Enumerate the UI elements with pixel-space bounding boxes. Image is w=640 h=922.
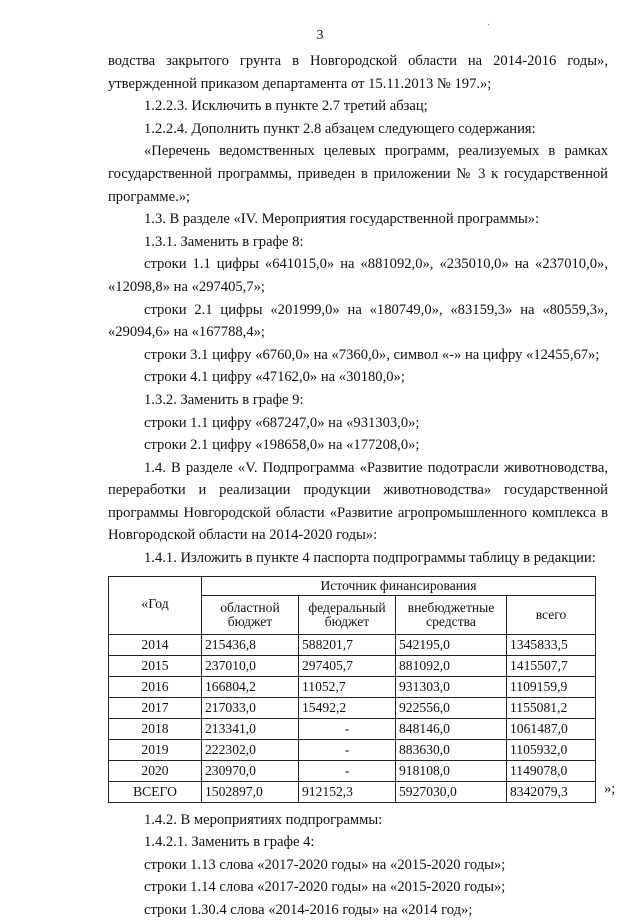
paragraph: 1.4.2.1. Заменить в графе 4: bbox=[144, 834, 315, 851]
document-body bbox=[108, 50, 616, 922]
paragraph: строки 2.1 цифры «201999,0» на «180749,0», «83159,3» на «80559,3», «29094,6» на «167788,4»; bbox=[108, 301, 608, 341]
paragraph: «Перечень ведомственных целевых программ, реализуемых в рамках государственной программы, приведен в приложении № 3 к государственной программе.»; bbox=[108, 143, 608, 205]
table-cell: 1149078,0 bbox=[507, 760, 596, 781]
table-row bbox=[109, 739, 596, 760]
table-cell: 922556,0 bbox=[396, 697, 507, 718]
financing-source-header: Источник финансирования bbox=[202, 576, 596, 595]
table-cell: 217033,0 bbox=[202, 697, 299, 718]
paragraph: строки 4.1 цифру «47162,0» на «30180,0»; bbox=[144, 369, 405, 386]
table-cell-year: 2017 bbox=[109, 697, 202, 718]
table-cell: 297405,7 bbox=[299, 655, 396, 676]
table-cell: 1415507,7 bbox=[507, 655, 596, 676]
table-cell: 1061487,0 bbox=[507, 718, 596, 739]
table-closing-quote: »; bbox=[604, 781, 616, 798]
table-cell-year: 2016 bbox=[109, 676, 202, 697]
paragraph: 1.2.2.3. Исключить в пункте 2.7 третий абзац; bbox=[144, 98, 428, 115]
table-cell: 848146,0 bbox=[396, 718, 507, 739]
table-cell: 222302,0 bbox=[202, 739, 299, 760]
table-cell: 1155081,2 bbox=[507, 697, 596, 718]
table-cell-year: 2014 bbox=[109, 634, 202, 655]
paragraph: строки 1.13 слова «2017-2020 годы» на «2015-2020 годы»; bbox=[144, 856, 506, 873]
table-cell: 230970,0 bbox=[202, 760, 299, 781]
table-row bbox=[109, 655, 596, 676]
column-header-extrabudget: внебюджетные средства bbox=[396, 595, 507, 634]
table-row bbox=[109, 760, 596, 781]
table-cell: 918108,0 bbox=[396, 760, 507, 781]
paragraph: 1.4.1. Изложить в пункте 4 паспорта подпрограммы таблицу в редакции: bbox=[144, 550, 596, 567]
table-cell: 1109159,9 bbox=[507, 676, 596, 697]
paragraph: 1.3. В разделе «IV. Мероприятия государственной программы»: bbox=[144, 211, 540, 228]
table-cell: 542195,0 bbox=[396, 634, 507, 655]
table-cell: 15492,2 bbox=[299, 697, 396, 718]
paragraph: 1.3.1. Заменить в графе 8: bbox=[144, 233, 304, 250]
paragraph: 1.2.2.4. Дополнить пункт 2.8 абзацем следующего содержания: bbox=[144, 120, 536, 137]
paragraph: строки 1.1 цифру «687247,0» на «931303,0»; bbox=[144, 414, 420, 431]
financing-table bbox=[108, 576, 596, 803]
column-header-total: всего bbox=[507, 595, 596, 634]
table-row bbox=[109, 697, 596, 718]
year-header: «Год bbox=[109, 576, 202, 634]
table-cell-year: 2018 bbox=[109, 718, 202, 739]
table-cell: 881092,0 bbox=[396, 655, 507, 676]
paragraph: строки 1.30.4 слова «2014-2016 годы» на «2014 год»; bbox=[144, 902, 473, 919]
top-paragraphs bbox=[108, 50, 608, 570]
table-cell: 912152,3 bbox=[299, 781, 396, 802]
table-cell: - bbox=[299, 739, 396, 760]
table-cell: 588201,7 bbox=[299, 634, 396, 655]
paragraph: 1.4. В разделе «V. Подпрограмма «Развитие подотрасли животноводства, переработки и реализации продукции животноводства» государственной программы Новгородской области «Развитие агропромышленного комплекса в Новгородской области на 2014-2020 годы»: bbox=[108, 459, 608, 544]
table-cell-year: 2015 bbox=[109, 655, 202, 676]
column-header-federal: федеральный бюджет bbox=[299, 595, 396, 634]
table-cell-year: 2020 bbox=[109, 760, 202, 781]
table-cell: 1502897,0 bbox=[202, 781, 299, 802]
table-cell: 931303,0 bbox=[396, 676, 507, 697]
paragraph: строки 1.1 цифры «641015,0» на «881092,0», «235010,0» на «237010,0», «12098,8» на «297405,7»; bbox=[108, 256, 608, 295]
table-row bbox=[109, 718, 596, 739]
paragraph: водства закрытого грунта в Новгородской области на 2014-2016 годы», утвержденной приказом департамента от 15.11.2013 № 197.»; bbox=[108, 53, 608, 92]
paragraph: 1.3.2. Заменить в графе 9: bbox=[144, 391, 304, 408]
table-cell: 1105932,0 bbox=[507, 739, 596, 760]
table-row bbox=[109, 676, 596, 697]
table-row bbox=[109, 634, 596, 655]
table-cell: 1345833,5 bbox=[507, 634, 596, 655]
table-cell: 883630,0 bbox=[396, 739, 507, 760]
table-cell: 166804,2 bbox=[202, 676, 299, 697]
paragraph: строки 3.1 цифру «6760,0» на «7360,0», символ «-» на цифру «12455,67»; bbox=[144, 346, 600, 363]
table-cell-year: 2019 bbox=[109, 739, 202, 760]
paragraph: 1.4.2. В мероприятиях подпрограммы: bbox=[144, 811, 383, 828]
table-row bbox=[109, 781, 596, 802]
paragraph: строки 1.14 слова «2017-2020 годы» на «2015-2020 годы»; bbox=[144, 879, 506, 896]
scan-dot: · bbox=[487, 20, 491, 31]
table-cell: - bbox=[299, 718, 396, 739]
table-cell: 237010,0 bbox=[202, 655, 299, 676]
table-cell: 8342079,3 bbox=[507, 781, 596, 802]
table-cell: 11052,7 bbox=[299, 676, 396, 697]
table-cell: 5927030,0 bbox=[396, 781, 507, 802]
table-cell: - bbox=[299, 760, 396, 781]
table-cell: 213341,0 bbox=[202, 718, 299, 739]
paragraph: строки 2.1 цифру «198658,0» на «177208,0»; bbox=[144, 437, 420, 454]
table-cell: 215436,8 bbox=[202, 634, 299, 655]
table-cell-year: ВСЕГО bbox=[109, 781, 202, 802]
financing-table-wrap bbox=[108, 576, 616, 803]
page-number: 3 bbox=[316, 28, 324, 43]
column-header-regional: областной бюджет bbox=[202, 595, 299, 634]
table-body bbox=[109, 634, 596, 802]
